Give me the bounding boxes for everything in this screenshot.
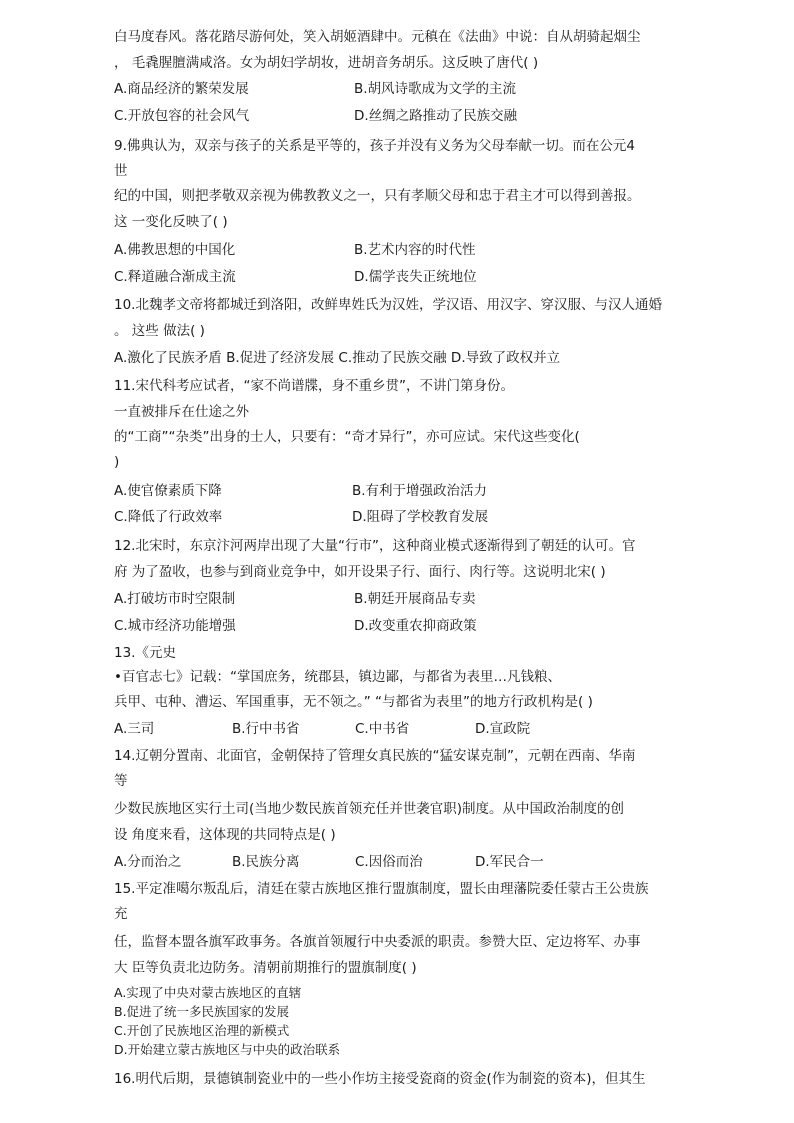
option-c: C.城市经济功能增强 [114, 618, 236, 634]
option-d: D.丝绸之路推动了民族交融 [354, 108, 518, 124]
question-text-line: 府 为了盈收，也参与到商业竞争中，如开设果子行、面行、肉行等。这说明北宋( ) [114, 564, 606, 580]
option-d: D.阻碍了学校教育发展 [352, 509, 489, 525]
question-text-line: ， 毛毳腥膻满咸洛。女为胡妇学胡妆，进胡音务胡乐。这反映了唐代( ) [114, 55, 539, 71]
question-9-text: 9.佛典认为，双亲与孩子的关系是平等的，孩子并没有义务为父母奉献一切。而在公元4 [114, 138, 635, 154]
option-b: B.有利于增强政治活力 [352, 483, 488, 499]
question-text-line: 任，监督本盟各旗军政事务。各旗首领履行中央委派的职责。参赞大臣、定边将军、办事 [114, 934, 641, 950]
option-c: C.中书省 [355, 721, 410, 737]
question-text-line: 一直被排斥在仕途之外 [114, 404, 249, 420]
question-14-text: 14.辽朝分置南、北面官，金朝保持了管理女真民族的“猛安谋克制”，元朝在西南、华南 [114, 748, 636, 764]
option-a: A.实现了中央对蒙古族地区的直辖 [114, 985, 302, 1000]
option-b: B.行中书省 [232, 721, 300, 737]
question-text-line: 世 [114, 163, 128, 179]
option-c: C.开创了民族地区治理的新模式 [114, 1023, 290, 1038]
option-a: A.三司 [114, 721, 155, 737]
option-d: D.开始建立蒙古族地区与中央的政治联系 [114, 1042, 341, 1057]
option-b: B.促进了统一多民族国家的发展 [114, 1004, 290, 1019]
question-text-line: 充 [114, 906, 128, 922]
option-d: D.军民合一 [475, 854, 544, 870]
option-a: A.使官僚素质下降 [114, 483, 222, 499]
option-a: A.商品经济的繁荣发展 [114, 81, 249, 97]
question-10-options: A.激化了民族矛盾 B.促进了经济发展 C.推动了民族交融 D.导致了政权并立 [114, 350, 561, 366]
option-b: B.民族分离 [232, 854, 300, 870]
question-text-line: 的“工商”“杂类”出身的士人，只要有：“奇才异行”，亦可应试。宋代这些变化( [114, 429, 580, 445]
question-text-line: 纪的中国，则把孝敬双亲视为佛教教义之一，只有孝顺父母和忠于君主才可以得到善报。 [114, 188, 641, 204]
question-text-line: •百官志七》记载：“掌国庶务，统郡县，镇边鄙，与都省为表里…凡钱粮、 [114, 669, 561, 685]
question-text-line: 这 一变化反映了( ) [114, 214, 228, 230]
question-13-text: 13.《元史 [114, 645, 176, 661]
question-text-line: ) [114, 454, 120, 470]
option-b: B.艺术内容的时代性 [354, 242, 476, 258]
option-c: C.释道融合渐成主流 [114, 269, 236, 285]
question-15-text: 15.平定准噶尔叛乱后，清廷在蒙古族地区推行盟旗制度，盟长由理藩院委任蒙古王公贵族 [114, 881, 649, 897]
option-c: C.开放包容的社会风气 [114, 108, 250, 124]
option-c: C.因俗而治 [355, 854, 423, 870]
question-text-line: 白马度春风。落花踏尽游何处，笑入胡姬酒肆中。元稹在《法曲》中说：自从胡骑起烟尘 [114, 29, 641, 45]
option-c: C.降低了行政效率 [114, 509, 223, 525]
question-12-text: 12.北宋时，东京汴河两岸出现了大量“行市”，这种商业模式逐渐得到了朝廷的认可。官 [114, 538, 636, 554]
question-10-text: 10.北魏孝文帝将都城迁到洛阳，改鲜卑姓氏为汉姓，学汉语、用汉字、穿汉服、与汉人通婚 [114, 297, 662, 313]
question-11-text: 11.宋代科考应试者，“家不尚谱牒，身不重乡贯”，不讲门第身份。 [114, 378, 514, 394]
option-d: D.宣政院 [475, 721, 531, 737]
question-text-line: 。 这些 做法( ) [114, 323, 205, 339]
option-b: B.朝廷开展商品专卖 [354, 591, 476, 607]
question-text-line: 大 臣等负责北边防务。清朝前期推行的盟旗制度( ) [114, 960, 417, 976]
question-text-line: 设 角度来看，这体现的共同特点是( ) [114, 827, 336, 843]
option-a: A.佛教思想的中国化 [114, 242, 236, 258]
option-a: A.打破坊市时空限制 [114, 591, 236, 607]
question-text-line: 等 [114, 773, 128, 789]
question-text-line: 兵甲、屯种、漕运、军国重事，无不领之。” “与都省为表里”的地方行政机构是( ) [114, 694, 593, 710]
option-b: B.胡风诗歌成为文学的主流 [354, 81, 517, 97]
question-16-text: 16.明代后期，景德镇制瓷业中的一些小作坊主接受瓷商的资金(作为制瓷的资本)，但其生 [114, 1071, 646, 1087]
option-d: D.改变重农抑商政策 [354, 618, 477, 634]
question-text-line: 少数民族地区实行土司(当地少数民族首领充任并世袭官职)制度。从中国政治制度的创 [114, 801, 625, 817]
option-a: A.分而治之 [114, 854, 182, 870]
option-d: D.儒学丧失正统地位 [354, 269, 477, 285]
